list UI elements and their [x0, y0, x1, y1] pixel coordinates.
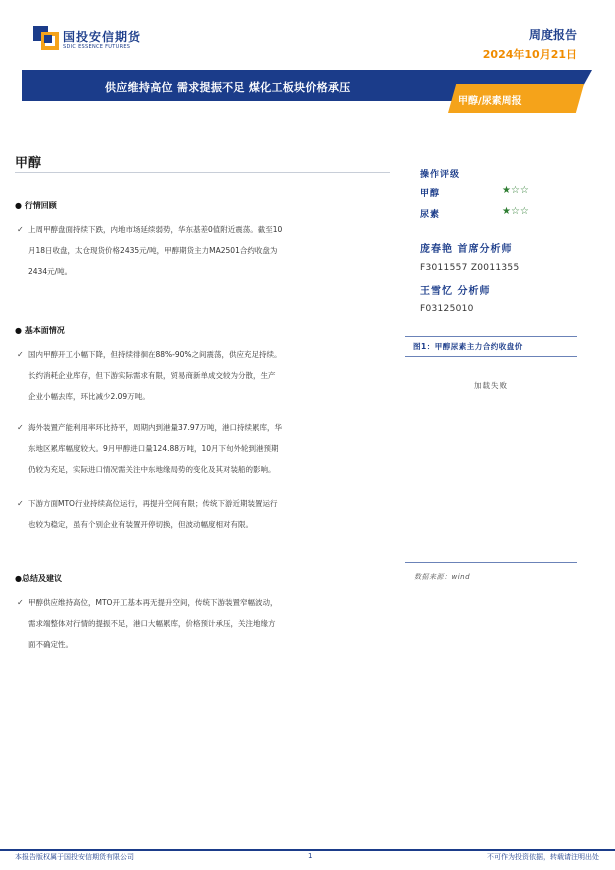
- star-icon: ★☆☆: [502, 206, 529, 217]
- footer-divider: [0, 849, 615, 851]
- report-title: 供应维持高位 需求提振不足 煤化工板块价格承压: [105, 81, 351, 94]
- figure-divider: [405, 356, 577, 357]
- fundamentals-heading: ● 基本面情况: [15, 326, 65, 335]
- figure-source: 数据来源：wind: [414, 573, 471, 581]
- rating-name-urea: 尿素: [420, 210, 441, 220]
- rating-title: 操作评级: [420, 170, 461, 180]
- figure-divider: [405, 562, 577, 563]
- footer-copyright: 本报告版权属于国投安信期货有限公司: [15, 853, 134, 861]
- check-icon: ✓: [17, 499, 24, 508]
- rating-name-methanol: 甲醇: [420, 189, 441, 199]
- report-tag: 甲醇/尿素周报: [458, 96, 522, 107]
- check-icon: ✓: [17, 423, 24, 432]
- fundamentals-paragraph: ✓ 下游方面MTO行业持续高位运行，再提升空间有限；传统下游近期装置运行 也较为稳定，虽有个别企业有装置开停切换，但波动幅度相对有限。: [17, 493, 389, 535]
- footer-disclaimer: 不可作为投资依据，转载请注明出处: [487, 853, 599, 861]
- check-icon: ✓: [17, 598, 24, 607]
- figure-load-failed: 加载失败: [474, 381, 508, 390]
- fundamentals-paragraph: ✓ 海外装置产能利用率环比持平，周期内到港量37.97万吨，港口持续累库，华 东地区累库幅度较大。9月甲醇进口量124.88万吨，10月下旬外轮到港预期 仍较为充足，实际进口情况需关注中东地缘局势的变化及其对装船的影响。: [17, 417, 389, 480]
- analyst-name: 王雪忆 分析师: [420, 286, 491, 297]
- fundamentals-paragraph: ✓ 国内甲醇开工小幅下降，但持续徘徊在88%-90%之间震荡，供应充足持续。 长约消耗企业库存，但下游实际需求有限，贸易商新单成交较为分散，生产 企业小幅去库，环比减少2.09万吨。: [17, 344, 389, 407]
- report-date: 2024年10月21日: [482, 48, 577, 61]
- section-divider: [15, 172, 390, 173]
- market-review-heading: ● 行情回顾: [15, 201, 57, 210]
- figure-divider: [405, 336, 577, 337]
- check-icon: ✓: [17, 350, 24, 359]
- check-icon: ✓: [17, 225, 24, 234]
- star-icon: ★☆☆: [502, 185, 529, 196]
- analyst-cert: F03125010: [420, 304, 474, 314]
- report-type: 周度报告: [528, 28, 577, 42]
- page-number: 1: [308, 852, 313, 860]
- company-name-en: SDIC ESSENCE FUTURES: [63, 44, 131, 50]
- market-review-paragraph: ✓ 上周甲醇盘面持续下跌，内地市场延续弱势，华东基差0值附近震荡。截至10 月18日收盘，太仓现货价格2435元/吨，甲醇期货主力MA2501合约收盘为 2434元/吨。: [17, 219, 389, 282]
- analyst-cert: F3011557 Z0011355: [420, 263, 520, 273]
- company-name-cn: 国投安信期货: [63, 30, 142, 44]
- company-logo: [33, 26, 59, 50]
- figure-title: 图1：甲醇尿素主力合约收盘价: [413, 342, 523, 351]
- conclusion-heading: ●总结及建议: [15, 574, 62, 583]
- analyst-name: 庞春艳 首席分析师: [420, 244, 513, 255]
- conclusion-paragraph: ✓ 甲醇供应维持高位，MTO开工基本再无提升空间，传统下游装置窄幅波动， 需求端整体对行情的提振不足，港口大幅累库，价格预计承压，关注地缘方 面不确定性。: [17, 592, 389, 655]
- section-title: 甲醇: [15, 156, 42, 171]
